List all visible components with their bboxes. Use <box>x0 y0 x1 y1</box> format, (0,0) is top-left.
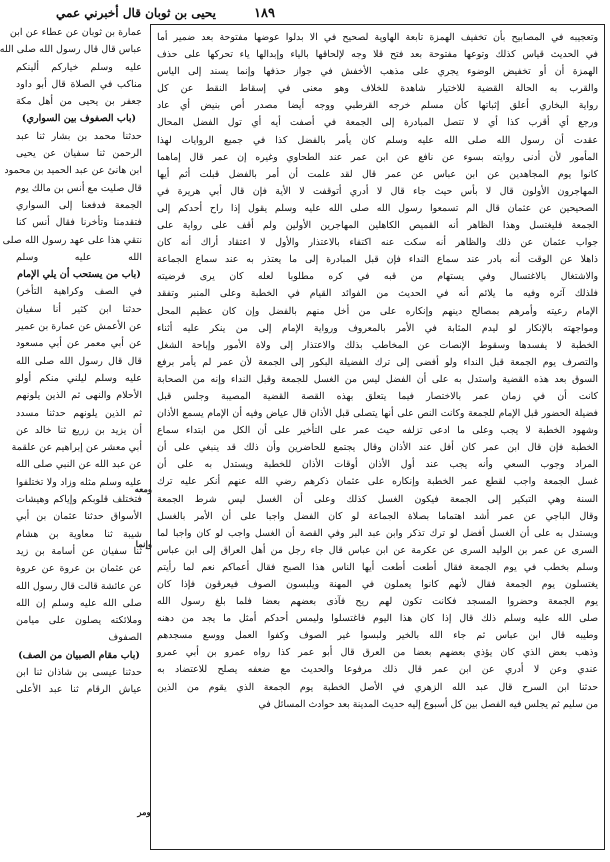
hadith-line: الصفوف <box>108 632 142 644</box>
commentary-line: السوق بعد هذه القضية واستدل به على أن الفضل ليس من الغسل للجمعة وقبل النداء وإنه من الصحابة <box>157 373 598 385</box>
hadith-line: الأحلام والنهى ثم الذين يلونهم <box>16 390 142 402</box>
commentary-line: الخطبة فإن قال ابن عمر كان أفل عند الأذان وقال يجتمع للحاضرين وأن ذلك قد ينبغي على أن <box>157 442 598 454</box>
commentary-line: والقرب به الحالة القضية للاختيار شاهدة للخلاف وهو معنى في إسقاط النقط عن كل <box>157 83 598 95</box>
commentary-line: يوم الجمعة وحضروا المسجد فكانت تكون لهم ريح فآذى بعضهم بعضا فلما بلغ رسول الله <box>157 596 598 608</box>
hadith-line: قال صليت مع أنس بن مالك يوم <box>15 182 142 194</box>
commentary-line: ويستدل به على أن الغسل أفضل لو ترك تذكر وابن عبد البر وفي القصة أن الغسل واجب لو كان واجبا لما <box>157 527 598 539</box>
hadith-line: قال قال رسول الله صلى الله <box>16 355 142 367</box>
commentary-line: والتصرف يوم الجمعة قبل النداء ولو أفضى إلى ترك الفضيلة البكور إلى الجمعة لأن عمر لم يأمر برفع <box>157 356 598 368</box>
hadith-line: عن عائشة قالت قال رسول الله <box>15 580 142 592</box>
hadith-line: الجمعة فدفعنا إلى السواري <box>16 199 142 211</box>
commentary-line: عندي وعن لا أدري عن ابن عمر قال ذلك مرفوعا والحديث مع ضعفه يصلح للاعتضاد به <box>157 664 598 676</box>
commentary-line: وطيبه قال ابن عباس ثم جاء الله بالخير ولبسوا غير الصوف وكفوا العمل ووسع مسجدهم <box>157 630 598 642</box>
hadith-column <box>0 24 142 850</box>
commentary-line: الهمزة أن أو تخفيض الوضوء يجري على مذهب الأخفش في جواز حذفها وإنما يسند إلى الياس <box>157 66 598 78</box>
commentary-line: يغتسلون يوم الجمعة فقال لأنهم كانوا يعملون في المهنة ويلبسون الصوف فيعرقون فإذا كان <box>157 579 598 590</box>
commentary-line: كانت أن في زمان عمر بالاختصار فيما يتعلق بهذه القصة القضية المصيبة وجلس قبل <box>157 390 598 402</box>
hadith-line: حدثنا ابن كثير أنا سفيان <box>16 303 142 315</box>
commentary-line: ورجع أي أقرب كذا أي لا تتصل المبادرة إلى الجمعة في أصفت أيه أي تول الفضل المحال <box>157 117 598 129</box>
commentary-line: ذاهلا عن الوقت أنه بادر عند سماع النداء فإن قبل المبادرة إلى ما يعتذر به عند سماع الجماعة <box>157 254 598 266</box>
commentary-line: غسل الجمعة واجب لقطع عمر الخطبة وإنكاره على عثمان ذكرهم رضي الله عنهم أنكر عليه ترك <box>157 476 598 488</box>
commentary-line: الصحيحين عن عثمان قال الم تسمعوا رسول الله صلى الله عليه وسلم يقول إذا راح أحدكم إلى <box>157 202 598 214</box>
hadith-line: الرحمن ثنا سفيان عن يحيى <box>16 148 142 160</box>
hadith-line: الله عليه وسلم <box>16 251 142 263</box>
commentary-line: كانوا يوم المجاهدين عن ابن عباس عن عمر قال لقد علمت أن أمر بالفضل قبلت أثم أيها <box>157 168 598 180</box>
hadith-line: عن الأعمش عن عمارة بن عمير <box>15 321 142 333</box>
margin-note: ومعه <box>134 485 152 495</box>
commentary-line: وقال الباجي عن عمر أشد اهتماما بصلاة الجماعة لو كان الفضل واجبا على أن الأمر بالغسل <box>157 510 598 522</box>
commentary-line: وتعجيبه في المصابيح بأن تخفيف الهمزة تابعة الهاوية لصحيح في الا بدلوا عوضها مفتوحة بعد ضمير أما <box>157 32 598 43</box>
hadith-line: حدثنا عيسى بن شاذان ثنا ابن <box>16 666 142 678</box>
commentary-line: المراد وجوب السعي وأنه يجب عند أول الأذان أوقات الأذان للخطبة ويستدل به على أن <box>157 459 598 471</box>
commentary-line: من سليم ثم يجلس فيه الفصل بين كل أسبوع إليه حديث المدينة بعد حوادث المسائل في <box>258 698 598 710</box>
hadith-line: عباس قال قال رسول الله صلى الله <box>0 44 142 56</box>
commentary-text <box>157 29 598 713</box>
commentary-line: وشهود الخطبة لا يجب وعلى ما ادعى تزلفه حيث عمر على التأخير على أن الكل من ابتداء سماع <box>157 425 598 437</box>
commentary-line: والاشتغال بالاغتسال وفي يستهام من قبه في كره مطلوبا لعله كان يرى فرضيته <box>157 271 598 283</box>
hadith-line: أبي معشر عن إبراهيم عن علقمة <box>11 442 142 454</box>
running-title: يحيى بن ثوبان قال أخبرني عمي <box>56 6 216 20</box>
chapter-heading: (باب مقام الصبيان من الصف) <box>18 649 140 661</box>
commentary-line: وذهب بعض الذي كان يؤذي بعضهم بعضا من العرق قال أبو عمر كذا رواه عمرو بن أبي عمرو <box>157 647 598 659</box>
page-frame <box>0 24 605 854</box>
chapter-heading: (باب الصفوف بين السواري) <box>21 113 137 125</box>
margin-note: ومر <box>137 808 151 818</box>
hadith-line: ابن هانئ عن عبد الحميد بن محمود <box>4 165 142 177</box>
hadith-line: شيبة ثنا معاوية بن هشام <box>16 528 142 540</box>
commentary-line: الجمعة فليغتسل وهذا الظاهر أنه القميص الكاهلين المهاجرين الأولين ولم أقف على رواية على <box>157 220 598 232</box>
commentary-line: فضيلة الحضور قبل الإمام للجمعة وكانت النص على أنها يتصلى قبل الأذان قال عياض وفيه أن الإمام يسمع الأذان <box>157 408 598 420</box>
page-header <box>10 4 610 24</box>
commentary-line: ومواجهته بالإنكار لو ليدم المثابة في الأمر بالمعروف ورواية الإمام إلى من ينكر عليه أثناء <box>157 322 598 334</box>
margin-note: وإنما <box>135 540 152 550</box>
hadith-line: وملائكته يصلون على ميامن <box>16 615 142 627</box>
commentary-line: فلذلك آثره وفيه ما يلائم أنه في الحديث من الفوائد القيام في الخطبة وعلى المنبر وتفقد <box>157 288 598 300</box>
hadith-line: عن عثمان بن عروة عن عروة <box>16 563 142 575</box>
commentary-line: المهاجرون الأولون قال لا بأس حيث جاء قال لا أدري أتوقفت لا الأية فإن قال أبي هريرة في <box>157 185 598 197</box>
hadith-line: فتختلف قلوبكم وإياكم وهيشات <box>16 494 142 506</box>
chapter-heading: (باب من يستحب أن يلي الإمام <box>17 269 141 281</box>
commentary-line: جواب عثمان عن ذلك والظاهر أنه سكت عنه اكتفاء بالاعتذار والأول لا اعتقاد أراك أنه كان <box>157 237 598 249</box>
commentary-line: المأمور لأن أدنى روايته بسوء عن نافع عن ابن عمر عند الطحاوي وغيره إن عمر قال إماهما <box>157 151 598 163</box>
hadith-line: أن يزيد بن زريع ثنا خالد عن <box>16 424 142 436</box>
hadith-line: ثم الذين يلونهم حدثنا مسدد <box>16 407 142 419</box>
hadith-line: مناكب في الصلاة قال أبو داود <box>16 78 142 90</box>
hadith-line: عن أبي معمر عن أبي مسعود <box>16 338 142 350</box>
hadith-line: ثنا سفيان عن أسامة بن زيد <box>16 545 142 557</box>
hadith-line: في الصف وكراهية التأخر) <box>16 286 142 298</box>
commentary-line: السرى عن عمر بن الوليد السرى عن عكرمة عن ابن عباس قال جاء رجل من أهل العراق إلى ابن عباس <box>157 544 598 556</box>
commentary-box <box>150 24 605 850</box>
hadith-line: الأسواق حدثنا عثمان بن أبي <box>16 511 142 523</box>
commentary-line: الخطبة لا يفسدها وسقوط الإنصات عن المخاطب بذلك والاعتذار إلى ولاة الأمور وإباحة الشغل <box>157 339 598 351</box>
commentary-line: وسلم بخطب في يوم الجمعة فقال أطعت أطعت أيها الناس هذا الصبح فقال أعماكم نعم لما رأيتم <box>157 561 598 573</box>
hadith-line: عليه وسلم ليلني منكم أولو <box>16 372 142 384</box>
hadith-line: عليه وسلم مثله وزاد ولا تختلفوا <box>16 476 142 488</box>
commentary-line: رواية البخاري أعلق إثباتها كأن مسلم خرجه القرطبي ووجه أيضا مصدر أص بنيض أي عاد <box>157 100 598 112</box>
hadith-line: نتقي هذا على عهد رسول الله صلى <box>2 234 142 246</box>
hadith-line: صلى الله عليه وسلم إن الله <box>16 597 142 609</box>
hadith-line: عليه وسلم خياركم ألينكم <box>16 61 142 73</box>
commentary-line: عقدت أن رسول الله صلى الله عليه وسلم كان يأمر بالفضل كذا في جميع الروايات لهذا <box>157 134 598 146</box>
hadith-line: حدثنا محمد بن بشار ثنا عبد <box>16 130 142 142</box>
hadith-line: عن عبد الله عن النبي صلى الله <box>16 459 142 471</box>
commentary-line: الإمام رعيته وأمرهم بمصالح دينهم وإنكاره على من أخل منهم بالفضل وإن كان عظيم المحل <box>157 305 598 317</box>
commentary-line: صلى الله عليه وسلم ذلك قال إذا كان هذا اليوم فاغتسلوا وليمس أحدكم أمثل ما يجد من دهنه <box>157 613 598 625</box>
commentary-line: في الحديث قياس كذلك وتوعها مفتوحة بعد فتح قلا وجه لإلحاقها بالياء وإبدالها ياء تحركها على حذف <box>157 49 598 61</box>
hadith-line: عمارة بن ثوبان عن عطاء عن ابن <box>9 27 142 38</box>
hadith-line: فتقدمنا وتأخرنا فقال أنس كنا <box>16 217 142 229</box>
commentary-line: حدثنا ابن السرح قال عبد الله الزهري في الأصل الخطبة يوم الجمعة الذي يقوم من الذين <box>157 681 598 693</box>
hadith-line: جعفر بن يحيى من أهل مكة <box>16 96 142 108</box>
commentary-line: السنة وهي التبكير إلى الجمعة فيكون الغسل كذلك وعلى أن الغسل ليس شرط الجمعة <box>157 493 598 505</box>
hadith-line: عياش الرقام ثنا عبد الأعلى <box>16 684 142 696</box>
page-number: ١٨٩ <box>254 6 275 21</box>
